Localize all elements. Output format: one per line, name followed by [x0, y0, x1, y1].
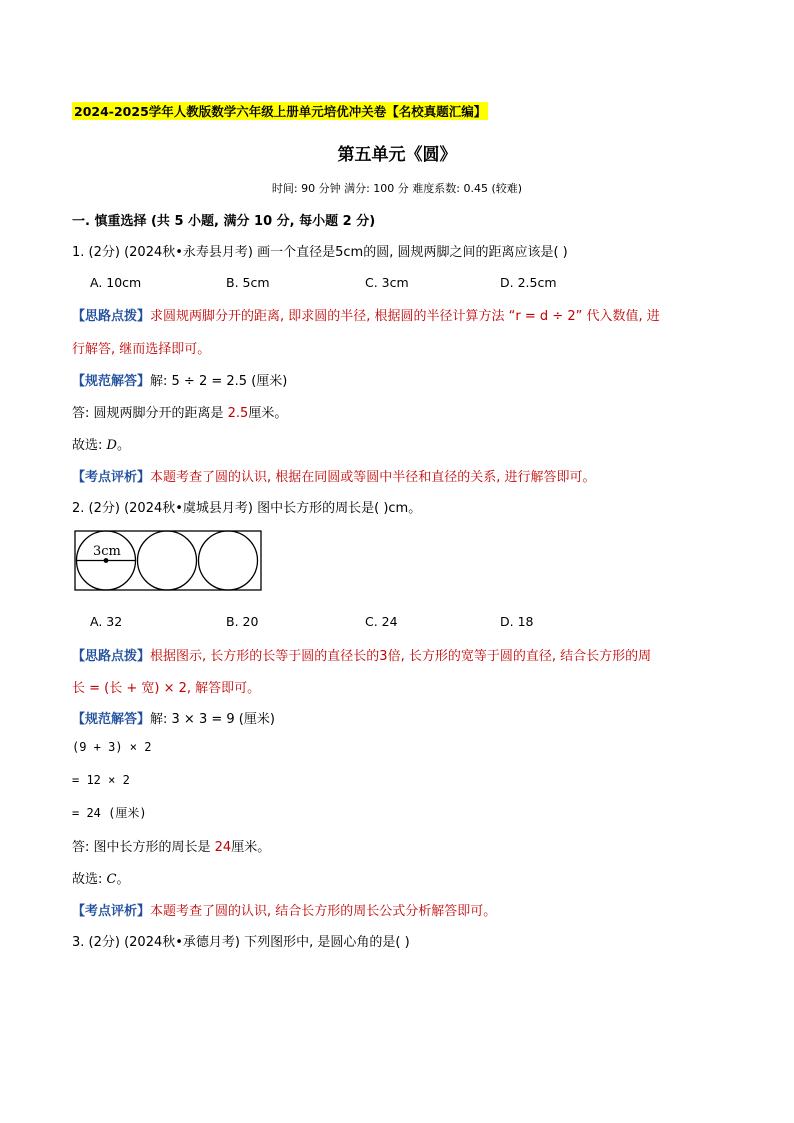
q1-answer-value: 2.5	[227, 406, 249, 421]
q1-answer-suffix: 厘米。	[248, 406, 288, 421]
q2-calc-line-2: = 12 × 2	[72, 773, 130, 787]
document-banner: 2024-2025学年人教版数学六年级上册单元培优冲关卷【名校真题汇编】	[74, 104, 487, 119]
q2-hint-text-1c: 倍, 长方形的宽等于圆的直径, 结合长方形的周	[387, 649, 652, 664]
page-title: 第五单元《圆》	[337, 145, 457, 165]
q1-hint-text-1: 求圆规两脚分开的距离, 即求圆的半径, 根据圆的半径计算方法 “r = d ÷ 2” 代入数值, 进	[150, 309, 660, 324]
q1-choice-line	[72, 434, 130, 453]
q2-review-line	[72, 900, 496, 919]
q2-option-b: B. 20	[226, 614, 259, 629]
exam-meta: 时间: 90 分钟 满分: 100 分 难度系数: 0.45 (较难)	[271, 182, 523, 195]
section-heading: 一. 慎重选择 (共 5 小题, 满分 10 分, 每小题 2 分)	[72, 214, 376, 229]
q1-hint-tag: 【思路点拨】	[72, 309, 151, 324]
q2-review-tag: 【考点评析】	[72, 904, 151, 919]
q1-solution-text: 解: 5 ÷ 2 = 2.5 (厘米)	[150, 374, 288, 389]
q1-stem: 1. (2分) (2024秋•永寿县月考) 画一个直径是5cm的圆, 圆规两脚之间的距离应该是( )	[72, 245, 568, 260]
q1-option-a: A. 10cm	[90, 275, 142, 290]
q2-answer-line	[72, 836, 270, 855]
q1-answer-prefix: 答: 圆规两脚分开的距离是	[72, 406, 224, 421]
q3-stem: 3. (2分) (2024秋•承德月考) 下列图形中, 是圆心角的是( )	[72, 935, 410, 950]
q1-choice-prefix: 故选:	[72, 438, 103, 453]
q1-choice-value: D	[106, 438, 117, 453]
q2-solution-text: 解: 3 × 3 = 9 (厘米)	[150, 712, 275, 727]
q1-solution-line	[72, 370, 287, 389]
q2-solution-line	[72, 708, 275, 727]
q2-hint-text-1b: 3	[379, 649, 388, 664]
q1-hint-line-2: 行解答, 继而选择即可。	[72, 342, 211, 357]
q2-review-text: 本题考查了圆的认识, 结合长方形的周长公式分析解答即可。	[150, 904, 497, 919]
q1-hint-line-1	[72, 305, 660, 324]
q2-hint-tag: 【思路点拨】	[72, 649, 151, 664]
q1-choice-suffix: 。	[116, 438, 130, 453]
q1-solution-tag: 【规范解答】	[72, 374, 151, 389]
q2-stem: 2. (2分) (2024秋•虞城县月考) 图中长方形的周长是( )cm。	[72, 501, 422, 516]
q2-calc-line-1: (9 + 3) × 2	[72, 740, 152, 754]
q2-figure-label: 3cm	[93, 544, 121, 559]
q2-circle-3	[199, 531, 258, 590]
q1-option-d: D. 2.5cm	[500, 275, 557, 290]
q1-review-line	[72, 466, 596, 485]
q2-choice-line	[72, 868, 130, 887]
q2-choice-suffix: 。	[116, 872, 130, 887]
q2-option-a: A. 32	[90, 614, 123, 629]
q2-option-c: C. 24	[365, 614, 398, 629]
q2-hint-text-1a: 根据图示, 长方形的长等于圆的直径长的	[150, 649, 380, 664]
q1-option-c: C. 3cm	[365, 275, 409, 290]
q2-option-d: D. 18	[500, 614, 534, 629]
q2-solution-tag: 【规范解答】	[72, 712, 151, 727]
q1-review-text: 本题考查了圆的认识, 根据在同圆或等圆中半径和直径的关系, 进行解答即可。	[150, 470, 596, 485]
q2-choice-prefix: 故选:	[72, 872, 103, 887]
q2-choice-value: C	[106, 872, 117, 887]
q1-answer-line	[72, 402, 287, 421]
q1-review-tag: 【考点评析】	[72, 470, 151, 485]
q2-hint-line-2: 长 = (长 + 宽) × 2, 解答即可。	[72, 681, 261, 696]
q2-hint-line-1	[72, 645, 651, 664]
q2-answer-prefix: 答: 图中长方形的周长是	[72, 840, 211, 855]
q2-figure-rectangle-circles	[72, 528, 264, 594]
q2-circle-2	[138, 531, 197, 590]
q2-answer-value: 24	[214, 840, 232, 855]
q2-answer-suffix: 厘米。	[231, 840, 271, 855]
q1-option-b: B. 5cm	[226, 275, 270, 290]
q2-calc-line-3: = 24 (厘米)	[72, 806, 147, 820]
